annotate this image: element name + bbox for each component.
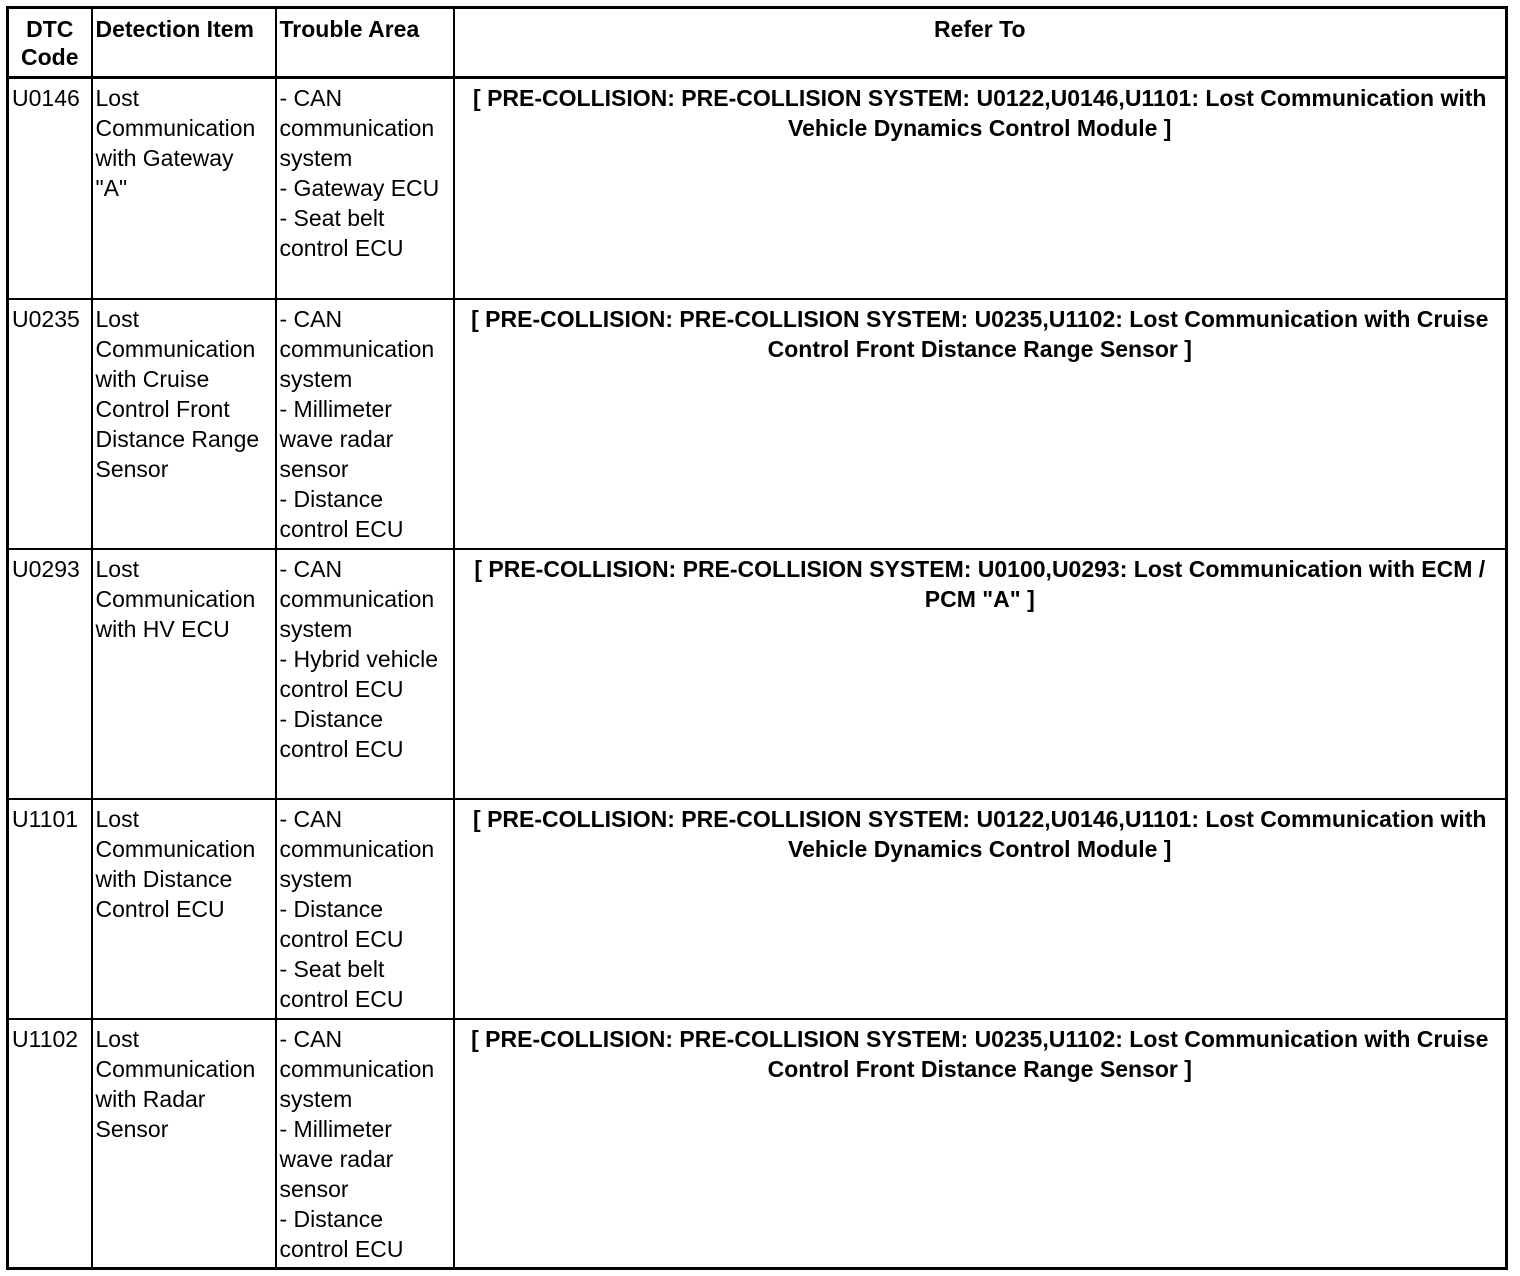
trouble-area-line: - Seat belt control ECU (279, 205, 404, 261)
trouble-area-cell (276, 299, 454, 549)
trouble-area-line: - CAN communication system (279, 555, 435, 642)
trouble-area-cell (276, 1019, 454, 1269)
table-row (8, 78, 1507, 299)
header-trouble-area: Trouble Area (276, 8, 454, 78)
table-row (8, 799, 1507, 1019)
dtc-code-cell: U1102 (8, 1019, 92, 1269)
header-dtc-code: DTC Code (8, 8, 92, 78)
trouble-area-line: - Millimeter wave radar sensor (279, 1115, 394, 1202)
header-refer-to: Refer To (454, 8, 1507, 78)
dtc-code-cell: U1101 (8, 799, 92, 1019)
header-row (8, 8, 1507, 78)
trouble-area-line: - CAN communication system (279, 305, 435, 392)
detection-item-cell: Lost Communication with Distance Control ECU (92, 799, 276, 1019)
refer-to-link[interactable]: [ PRE-COLLISION: PRE-COLLISION SYSTEM: U0235,U1102: Lost Communication with Cruise Control Front Distance Range Sensor ] (454, 1019, 1507, 1269)
trouble-area-line: - CAN communication system (279, 1025, 435, 1112)
detection-item-cell: Lost Communication with Radar Sensor (92, 1019, 276, 1269)
trouble-area-line: - CAN communication system (279, 85, 435, 171)
trouble-area-line: - Millimeter wave radar sensor (279, 395, 394, 482)
trouble-area-line: - Distance control ECU (279, 485, 404, 542)
detection-item-cell: Lost Communication with HV ECU (92, 549, 276, 799)
dtc-code-cell: U0235 (8, 299, 92, 549)
trouble-area-line: - Gateway ECU (279, 175, 440, 201)
refer-to-link[interactable]: [ PRE-COLLISION: PRE-COLLISION SYSTEM: U0122,U0146,U1101: Lost Communication with Vehicle Dynamics Control Module ] (454, 78, 1507, 299)
dtc-table (6, 6, 1508, 1270)
table-row (8, 549, 1507, 799)
trouble-area-line: - CAN communication system (279, 805, 435, 892)
table-row (8, 1019, 1507, 1269)
trouble-area-line: - Distance control ECU (279, 895, 404, 952)
trouble-area-cell (276, 78, 454, 299)
refer-to-link[interactable]: [ PRE-COLLISION: PRE-COLLISION SYSTEM: U0100,U0293: Lost Communication with ECM / PCM "A" ] (454, 549, 1507, 799)
trouble-area-line: - Seat belt control ECU (279, 955, 404, 1012)
trouble-area-cell (276, 799, 454, 1019)
header-detection-item: Detection Item (92, 8, 276, 78)
detection-item-cell: Lost Communication with Gateway "A" (92, 78, 276, 299)
refer-to-link[interactable]: [ PRE-COLLISION: PRE-COLLISION SYSTEM: U0235,U1102: Lost Communication with Cruise Control Front Distance Range Sensor ] (454, 299, 1507, 549)
trouble-area-line: - Hybrid vehicle control ECU (279, 645, 438, 702)
trouble-area-line: - Distance control ECU (279, 705, 404, 762)
dtc-code-cell: U0293 (8, 549, 92, 799)
trouble-area-cell (276, 549, 454, 799)
dtc-code-cell: U0146 (8, 78, 92, 299)
trouble-area-line: - Distance control ECU (279, 1205, 404, 1262)
table-row (8, 299, 1507, 549)
refer-to-link[interactable]: [ PRE-COLLISION: PRE-COLLISION SYSTEM: U0122,U0146,U1101: Lost Communication with Vehicle Dynamics Control Module ] (454, 799, 1507, 1019)
detection-item-cell: Lost Communication with Cruise Control Front Distance Range Sensor (92, 299, 276, 549)
